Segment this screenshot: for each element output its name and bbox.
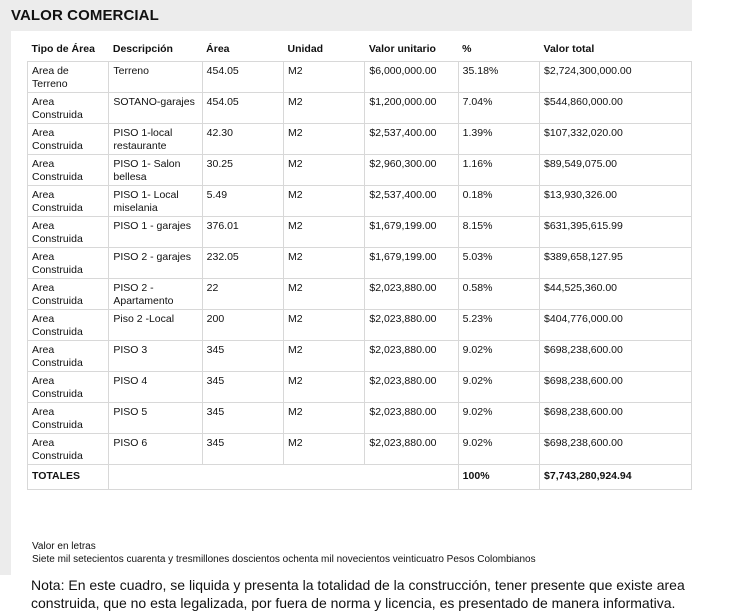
cell-descripcion: PISO 1 - garajes <box>109 217 202 248</box>
cell-valor-total: $13,930,326.00 <box>540 186 692 217</box>
totals-value: $7,743,280,924.94 <box>540 465 692 490</box>
cell-percent: 1.16% <box>458 155 539 186</box>
cell-unidad: M2 <box>284 155 365 186</box>
note-text: Nota: En este cuadro, se liquida y presenta la totalidad de la construcción, tener presente que existe area construida, que no esta legalizada, por fuera de norma y licencia, es presentado de manera informativa. <box>31 577 685 611</box>
cell-valor-total: $698,238,600.00 <box>540 434 692 465</box>
value-in-words-text: Siete mil setecientos cuarenta y tresmillones doscientos ochenta mil novecientos veinticuatro Pesos Colombianos <box>32 553 536 565</box>
cell-descripcion: Terreno <box>109 62 202 93</box>
cell-valor-unitario: $1,679,199.00 <box>365 248 458 279</box>
table-row <box>28 186 692 217</box>
cell-valor-unitario: $2,023,880.00 <box>365 403 458 434</box>
cell-tipo-area: Area Construida <box>28 248 109 279</box>
cell-percent: 7.04% <box>458 93 539 124</box>
cell-area: 345 <box>202 403 283 434</box>
cell-valor-total: $698,238,600.00 <box>540 372 692 403</box>
cell-descripcion: PISO 2 - garajes <box>109 248 202 279</box>
cell-percent: 9.02% <box>458 341 539 372</box>
cell-area: 30.25 <box>202 155 283 186</box>
cell-descripcion: PISO 4 <box>109 372 202 403</box>
cell-area: 232.05 <box>202 248 283 279</box>
cell-descripcion: SOTANO-garajes <box>109 93 202 124</box>
cell-unidad: M2 <box>284 217 365 248</box>
cell-valor-unitario: $6,000,000.00 <box>365 62 458 93</box>
table-row <box>28 310 692 341</box>
cell-percent: 35.18% <box>458 62 539 93</box>
cell-area: 345 <box>202 434 283 465</box>
cell-unidad: M2 <box>284 341 365 372</box>
table-row <box>28 62 692 93</box>
valuation-table <box>27 37 692 490</box>
cell-tipo-area: Area Construida <box>28 124 109 155</box>
cell-valor-total: $698,238,600.00 <box>540 403 692 434</box>
table-row <box>28 248 692 279</box>
cell-valor-unitario: $2,960,300.00 <box>365 155 458 186</box>
header-valor-total: Valor total <box>543 43 595 55</box>
cell-area: 5.49 <box>202 186 283 217</box>
cell-valor-total: $389,658,127.95 <box>540 248 692 279</box>
cell-valor-total: $404,776,000.00 <box>540 310 692 341</box>
cell-valor-unitario: $2,023,880.00 <box>365 310 458 341</box>
cell-valor-unitario: $2,537,400.00 <box>365 124 458 155</box>
cell-tipo-area: Area Construida <box>28 93 109 124</box>
cell-tipo-area: Area Construida <box>28 186 109 217</box>
cell-percent: 5.23% <box>458 310 539 341</box>
cell-unidad: M2 <box>284 279 365 310</box>
cell-percent: 1.39% <box>458 124 539 155</box>
cell-percent: 9.02% <box>458 434 539 465</box>
cell-tipo-area: Area Construida <box>28 155 109 186</box>
header-percent: % <box>462 43 472 55</box>
header-valor-unitario: Valor unitario <box>368 43 436 55</box>
cell-unidad: M2 <box>284 372 365 403</box>
cell-tipo-area: Area Construida <box>28 279 109 310</box>
cell-percent: 0.58% <box>458 279 539 310</box>
cell-descripcion: PISO 3 <box>109 341 202 372</box>
panel-content <box>11 31 692 575</box>
cell-valor-total: $2,724,300,000.00 <box>540 62 692 93</box>
header-unidad: Unidad <box>287 43 324 55</box>
header-area: Área <box>206 43 230 55</box>
cell-area: 454.05 <box>202 62 283 93</box>
cell-descripcion: PISO 1-local restaurante <box>109 124 202 155</box>
cell-descripcion: PISO 2 - Apartamento <box>109 279 202 310</box>
cell-valor-unitario: $2,023,880.00 <box>365 372 458 403</box>
cell-area: 376.01 <box>202 217 283 248</box>
value-in-words-label: Valor en letras <box>32 541 96 552</box>
cell-area: 345 <box>202 372 283 403</box>
cell-valor-total: $698,238,600.00 <box>540 341 692 372</box>
cell-area: 42.30 <box>202 124 283 155</box>
table-row <box>28 93 692 124</box>
cell-unidad: M2 <box>284 186 365 217</box>
cell-unidad: M2 <box>284 434 365 465</box>
cell-area: 22 <box>202 279 283 310</box>
cell-descripcion: PISO 1- Local miselania <box>109 186 202 217</box>
cell-valor-total: $44,525,360.00 <box>540 279 692 310</box>
table-header-row <box>28 37 692 62</box>
cell-unidad: M2 <box>284 62 365 93</box>
cell-valor-unitario: $1,679,199.00 <box>365 217 458 248</box>
cell-descripcion: PISO 6 <box>109 434 202 465</box>
totals-label: TOTALES <box>28 465 109 490</box>
table-row <box>28 124 692 155</box>
table-row <box>28 279 692 310</box>
value-in-words <box>32 541 536 566</box>
cell-tipo-area: Area Construida <box>28 341 109 372</box>
table-row <box>28 403 692 434</box>
table-row <box>28 372 692 403</box>
cell-tipo-area: Area Construida <box>28 217 109 248</box>
totals-percent: 100% <box>458 465 539 490</box>
cell-area: 345 <box>202 341 283 372</box>
cell-valor-total: $544,860,000.00 <box>540 93 692 124</box>
cell-unidad: M2 <box>284 248 365 279</box>
header-descripcion: Descripción <box>112 43 173 55</box>
table-row <box>28 217 692 248</box>
cell-valor-unitario: $2,023,880.00 <box>365 434 458 465</box>
cell-percent: 8.15% <box>458 217 539 248</box>
table-row <box>28 434 692 465</box>
cell-valor-total: $89,549,075.00 <box>540 155 692 186</box>
table-row <box>28 155 692 186</box>
cell-valor-unitario: $2,537,400.00 <box>365 186 458 217</box>
cell-tipo-area: Area de Terreno <box>28 62 109 93</box>
cell-tipo-area: Area Construida <box>28 434 109 465</box>
panel-title: VALOR COMERCIAL <box>11 7 159 24</box>
cell-descripcion: PISO 5 <box>109 403 202 434</box>
cell-unidad: M2 <box>284 403 365 434</box>
cell-unidad: M2 <box>284 310 365 341</box>
cell-percent: 9.02% <box>458 372 539 403</box>
cell-area: 454.05 <box>202 93 283 124</box>
totals-row <box>28 465 692 490</box>
cell-valor-total: $107,332,020.00 <box>540 124 692 155</box>
table-row <box>28 341 692 372</box>
cell-percent: 5.03% <box>458 248 539 279</box>
cell-percent: 9.02% <box>458 403 539 434</box>
cell-tipo-area: Area Construida <box>28 403 109 434</box>
cell-percent: 0.18% <box>458 186 539 217</box>
cell-unidad: M2 <box>284 124 365 155</box>
cell-descripcion: PISO 1- Salon bellesa <box>109 155 202 186</box>
cell-tipo-area: Area Construida <box>28 372 109 403</box>
cell-tipo-area: Area Construida <box>28 310 109 341</box>
cell-descripcion: Piso 2 -Local <box>109 310 202 341</box>
cell-valor-total: $631,395,615.99 <box>540 217 692 248</box>
cell-valor-unitario: $1,200,000.00 <box>365 93 458 124</box>
totals-spacer <box>109 465 458 490</box>
cell-valor-unitario: $2,023,880.00 <box>365 279 458 310</box>
cell-unidad: M2 <box>284 93 365 124</box>
header-tipo-area: Tipo de Área <box>31 43 95 55</box>
cell-area: 200 <box>202 310 283 341</box>
cell-valor-unitario: $2,023,880.00 <box>365 341 458 372</box>
